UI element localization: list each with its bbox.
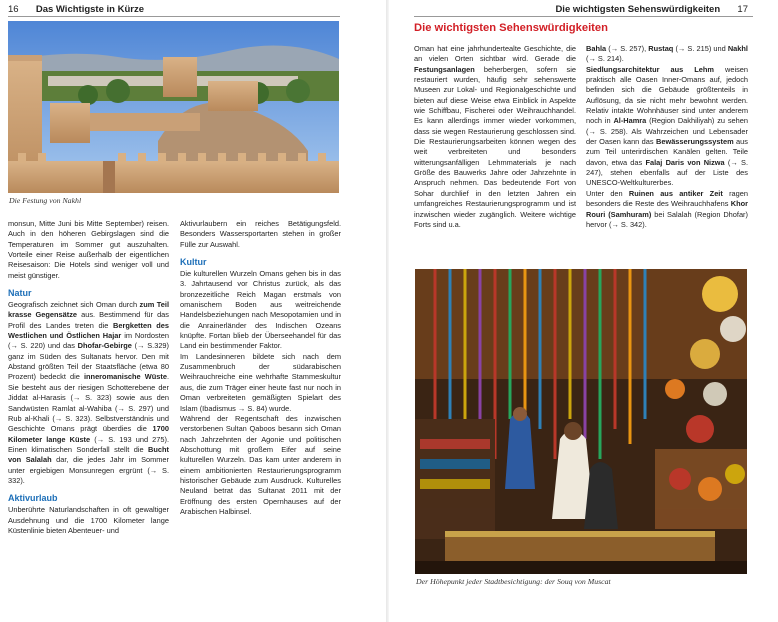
left-page-number: 16 [8, 4, 19, 15]
natur-heading: Natur [8, 288, 32, 299]
kultur-text-3: Während der Regentschaft des inzwischen verstorbenen Sultan Qaboos besann sich Oman nach Jahrzehnten der Agonie und politischen Abschottung mit großem Eifer auf seine kulturellen Wurzeln. Das kam unter anderem in einem ambitionierten Restaurierungsprogramm historischer Gebäude zum Ausdruck. Kulturelles Neuland betrat das Sultanat 2011 mit der Eröffnung des ersten Opernhauses auf der Arabischen Halbinsel. [180, 413, 341, 516]
kultur-text-2: Im Landesinneren bildete sich nach dem Zusammenbruch der südarabischen Weihrauchreiche eine wehrhafte Stammeskultur aus, die zum Träger einer heute fast nur noch in Oman verbreiteten gemäßigten Spielart des Islam (Ibadismus → S. 84) wurde. [180, 351, 341, 413]
left-running-head-title: Das Wichtigste in Kürze [35, 4, 144, 15]
fort-photo [8, 21, 339, 193]
right-col1-text: Oman hat eine jahrhundertealte Geschichte, die an vielen Orten sichtbar wird. Gerade die Festungsanlagen beherbergen, sofern sie restauriert wurden, häufig sehr sehenswerte Museen zur Lokal- und Regionalgeschichte und bieten auf diese Weise etwa Einblick in Aspekte wie Schiffbau, Fischerei oder Weihrauchhandel. Es kann allerdings immer wieder vorkommen, dass sie wegen Restaurierung geschlossen sind. Die Restaurierungsarbeiten können wegen des weit verbreiteten und besonders witterungsanfälligen Lehmmaterials je nach Größe des Bauwerks Jahre oder Jahrzehnte in Anspruch nehmen. Das bedeutende Fort von Sohar durchlief in den letzten Jahren ein umfangreiches Restaurierungsprogramm und ist inzwischen wieder zugänglich. Weitere wichtige Forts sind u.a. [414, 44, 576, 229]
left-column-1 [8, 219, 169, 536]
right-running-head-title: Die wichtigsten Sehenswürdigkeiten [555, 4, 721, 15]
souq-muscat-image [415, 269, 747, 574]
souq-photo [415, 269, 747, 574]
kultur-text-1: Die kulturellen Wurzeln Omans gehen bis in das 3. Jahrtausend vor Christus zurück, als das bronzezeitliche Reich Magan erstmals von omanischem Boden aus weitreichende Handelsbeziehungen nach Mesopotamien und in die Anrainerländer des Indischen Ozeans knüpfte. Fortan blieb der Überseehandel für das Land ein bestimmender Faktor. [180, 269, 341, 351]
right-header-rule [414, 16, 753, 17]
fort-photo-caption: Die Festung von Nakhl [9, 196, 82, 205]
left-col1-intro: monsun, Mitte Juni bis Mitte September) reisen. Auch in den höheren Gebirgslagen sind die Temperaturen im Sommer gut auszuhalten. Vorteile einer Reise außerhalb der eigentlichen Reisesaison: Die Hotels sind weniger voll und meist günstiger. [8, 219, 169, 280]
left-column-2 [180, 219, 341, 517]
right-running-head [555, 3, 748, 16]
kultur-heading: Kultur [180, 257, 207, 268]
natur-text: Geografisch zeichnet sich Oman durch zum Teil krasse Gegensätze aus. Bestimmend für das Profil des Landes treten die Bergketten des Westlichen und Östlichen Hajar im Nordosten (→ S. 220) und das Dhofar-Gebirge (→ S.329) ganz im Süden des Sultanats hervor. Den mit Abstand größten Teil der Staatsfläche (etwa 80 Prozent) bedeckt die inneromanische Wüste. Sie besteht aus der riesigen Schotterebene der Jiddat al-Harasis (→ S. 323) sowie aus den Sandwüsten Ramlat al-Wahiba (→ S. 297) und Rub al-Khali (→ S. 323). Selbstverständnis und Geschichte Omans prägt überdies die 1700 Kilometer lange Küste (→ S. 193 und 275). Einen klimatischen Sonderfall stellt die Bucht von Salalah dar, die jedes Jahr im Sommer unter ergiebigen Monsunregen ergrünt (→ S. 332). [8, 300, 170, 485]
fort-nakhl-image [8, 21, 339, 193]
right-column-2 [586, 44, 748, 230]
left-header-rule [8, 16, 340, 17]
section-title: Die wichtigsten Sehenswürdigkeiten [414, 22, 608, 34]
right-column-1 [414, 44, 576, 230]
souq-photo-caption: Der Höhepunkt jeder Stadtbesichtigung: der Souq von Muscat [416, 577, 611, 586]
aktivurlaub-text: Unberührte Naturlandschaften in oft gewaltiger Ausdehnung und die 1700 Kilometer lange Küstenlinie bieten Abenteuer- und [8, 505, 169, 535]
aktivurlaub-heading: Aktivurlaub [8, 493, 58, 504]
left-col2-intro: Aktivurlaubern ein reiches Betätigungsfeld. Besonders Wassersportarten stehen in großer Fülle zur Auswahl. [180, 219, 341, 249]
right-col2-text: Bahla (→ S. 257), Rustaq (→ S. 215) und Nakhl (→ S. 214). Siedlungsarchitektur aus Lehm weisen praktisch alle Oasen Inner-Omans auf, jedoch befinden sich die Gebäude größtenteils in Auflösung, da sie nicht mehr bewohnt werden. Relativ intakte Wohnhäuser sind unter anderem noch in Al-Hamra (Region Dakhiliyah) zu sehen (→ S. 258). Als Wahrzeichen und Lebensader der Oasen kann das Bewässerungssystem aus zum Teil unterirdischen Kanälen gelten. Teile davon, etwa das Falaj Daris von Nizwa (→ S. 247), stehen ebenfalls auf der Liste des UNESCO-Weltkulturerbes. Unter den Ruinen aus antiker Zeit ragen besonders die Reste des Weihrauchhafens Khor Rouri (Samhuram) bei Salalah (Region Dhofar) hervor (→ S. 342). [586, 44, 748, 229]
right-page-number: 17 [737, 4, 748, 15]
left-running-head [8, 3, 144, 16]
